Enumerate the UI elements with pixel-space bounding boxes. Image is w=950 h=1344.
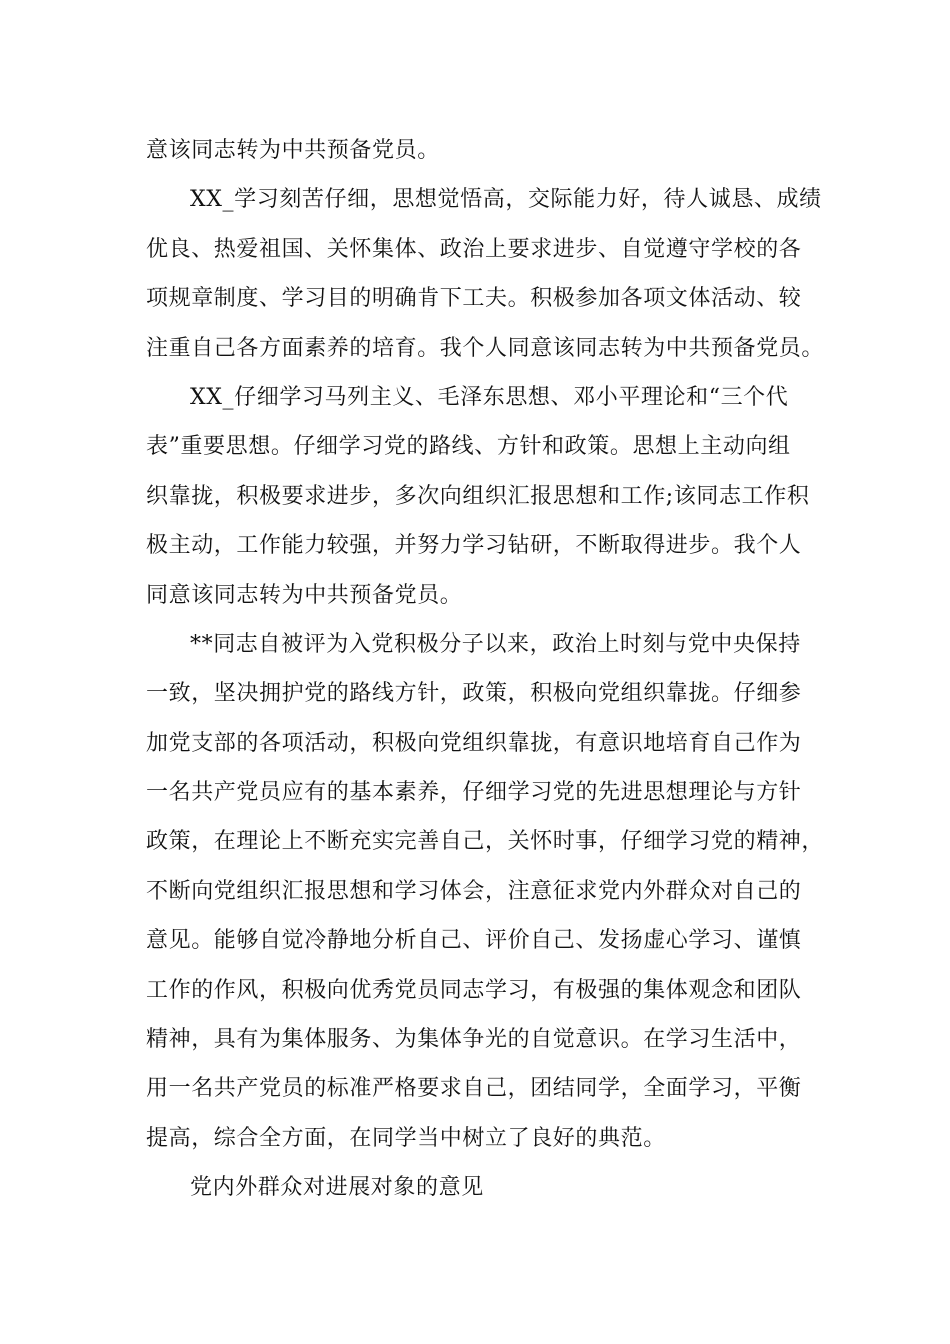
text-line: 加党支部的各项活动，积极向党组织靠拢，有意识地培育自己作为 bbox=[146, 730, 802, 756]
text-line: 不断向党组织汇报思想和学习体会，注意征求党内外群众对自己的 bbox=[146, 878, 802, 904]
text-line: 极主动，工作能力较强，并努力学习钻研，不断取得进步。我个人 bbox=[146, 533, 802, 559]
document-body bbox=[146, 126, 825, 1213]
paragraph-first-line: XX_学习刻苦仔细，思想觉悟高，交际能力好，待人诚恳、成绩 bbox=[190, 187, 822, 213]
text-line: 表”重要思想。仔细学习党的路线、方针和政策。思想上主动向组 bbox=[146, 434, 791, 460]
text-line: 项规章制度、学习目的明确肯下工夫。积极参加各项文体活动、较 bbox=[146, 286, 802, 312]
text-line: 注重自己各方面素养的培育。我个人同意该同志转为中共预备党员。 bbox=[146, 335, 825, 361]
text-line: 一致，坚决拥护党的路线方针，政策，积极向党组织靠拢。仔细参 bbox=[146, 681, 802, 707]
text-line: 织靠拢，积极要求进步，多次向组织汇报思想和工作;该同志工作积 bbox=[146, 483, 810, 509]
section-heading: 党内外群众对进展对象的意见 bbox=[190, 1175, 484, 1201]
text-line: 政策，在理论上不断充实完善自己，关怀时事，仔细学习党的精神， bbox=[146, 829, 825, 855]
text-line: 意见。能够自觉冷静地分析自己、评价自己、发扬虚心学习、谨慎 bbox=[146, 928, 802, 954]
text-line: 同意该同志转为中共预备党员。 bbox=[146, 582, 463, 608]
text-line: 工作的作风，积极向优秀党员同志学习，有极强的集体观念和团队 bbox=[146, 977, 802, 1003]
text-line: 优良、热爱祖国、关怀集体、政治上要求进步、自觉遵守学校的各 bbox=[146, 236, 802, 262]
text-line: 一名共产党员应有的基本素养，仔细学习党的先进思想理论与方针 bbox=[146, 780, 802, 806]
text-line: 意该同志转为中共预备党员。 bbox=[146, 138, 440, 163]
paragraph-first-line: **同志自被评为入党积极分子以来，政治上时刻与党中央保持 bbox=[190, 631, 801, 657]
text-line: 用一名共产党员的标准严格要求自己，团结同学，全面学习，平衡 bbox=[146, 1076, 802, 1102]
text-line: 精神，具有为集体服务、为集体争光的自觉意识。在学习生活中， bbox=[146, 1027, 802, 1053]
text-line: 提高，综合全方面，在同学当中树立了良好的典范。 bbox=[146, 1125, 666, 1151]
paragraph-first-line: XX_仔细学习马列主义、毛泽东思想、邓小平理论和“三个代 bbox=[190, 384, 789, 410]
